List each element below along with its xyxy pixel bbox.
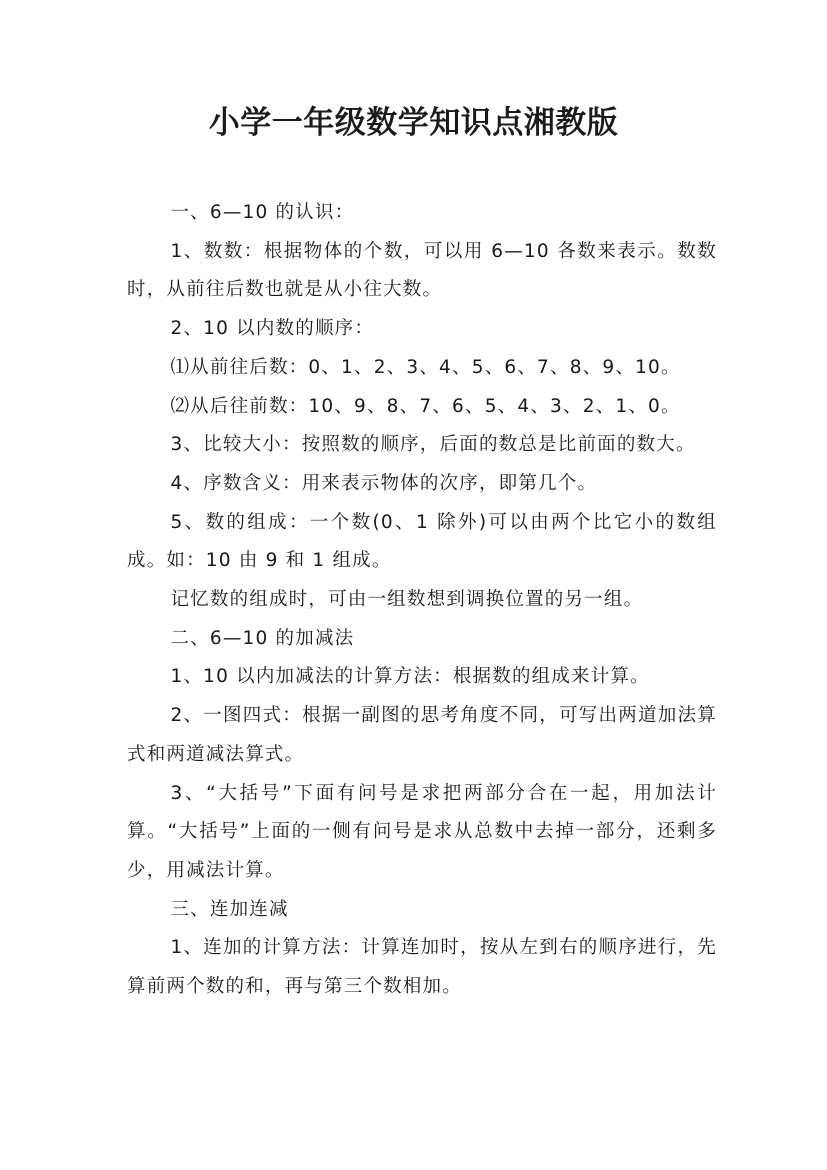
paragraph-count-backward: ⑵从后往前数：10、9、8、7、6、5、4、3、2、1、0。 [170,395,681,417]
paragraph-ordinal-meaning: 4、序数含义：用来表示物体的次序，即第几个。 [170,472,598,494]
paragraph-count-forward: ⑴从前往后数：0、1、2、3、4、5、6、7、8、9、10。 [170,356,681,378]
document-title: 小学一年级数学知识点湘教版 [208,105,619,141]
document-body [127,194,717,1007]
paragraph-counting: 1、数数：根据物体的个数，可以用 6—10 各数来表示。数数时，从前往后数也就是从小往大数。 [127,240,717,301]
paragraph-big-bracket: 3、“大括号”下面有问号是求把两部分合在一起，用加法计算。“大括号”上面的一侧有问号是求从总数中去掉一部分，还剩多少，用减法计算。 [127,782,717,881]
paragraph-section-1-heading: 一、6—10 的认识： [170,202,355,223]
paragraph-one-picture-four-formulas: 2、一图四式：根据一副图的思考角度不同，可写出两道加法算式和两道减法算式。 [127,705,717,765]
paragraph-section-2-heading: 二、6—10 的加减法 [170,627,355,649]
paragraph-compare-size: 3、比较大小：按照数的顺序，后面的数总是比前面的数大。 [170,434,696,456]
paragraph-number-order: 2、10 以内数的顺序： [170,318,375,340]
paragraph-section-3-heading: 三、连加连减 [170,898,289,920]
paragraph-composition-memory: 记忆数的组成时，可由一组数想到调换位置的另一组。 [170,589,644,611]
paragraph-addition-subtraction-method: 1、10 以内加减法的计算方法：根据数的组成来计算。 [170,666,650,688]
paragraph-consecutive-addition: 1、连加的计算方法：计算连加时，按从左到右的顺序进行，先算前两个数的和，再与第三个数相加。 [127,937,717,998]
paragraph-number-composition: 5、数的组成：一个数(0、1 除外)可以由两个比它小的数组成。如：10 由 9 和 1 组成。 [127,511,717,572]
